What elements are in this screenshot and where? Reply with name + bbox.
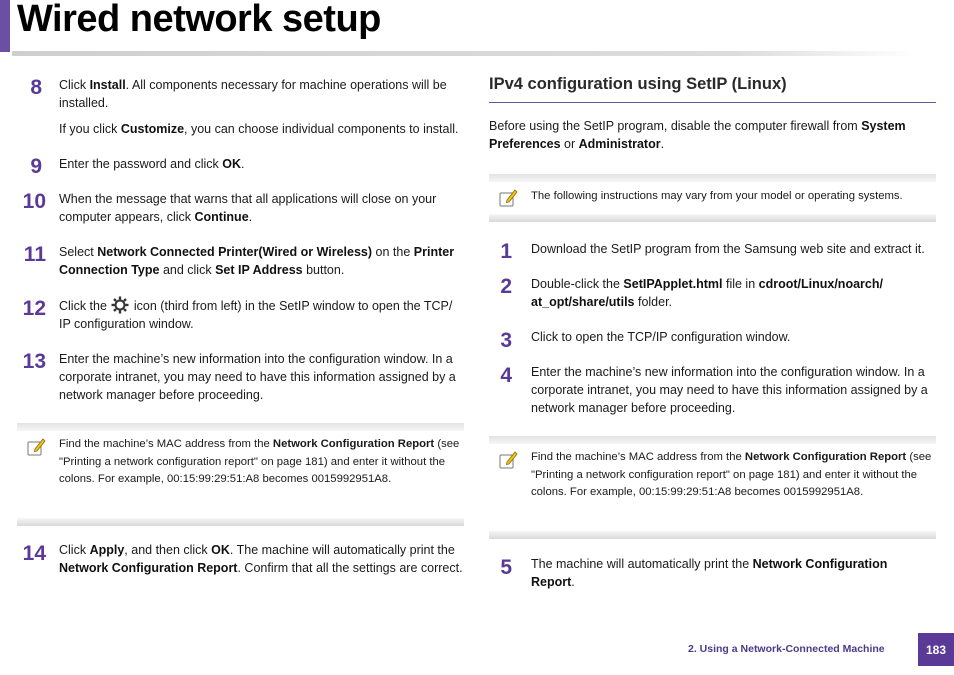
- step-number-2: 2: [500, 275, 512, 298]
- left-note-box: [17, 423, 464, 526]
- step-number-8: 8: [30, 76, 42, 99]
- step-13-text: Enter the machine’s new information into the configuration window. In a corporate intranet, you may need to have this information assigned by a network manager before proceeding.: [59, 352, 456, 403]
- right-step-1-text: Download the SetIP program from the Samsung web site and extract it.: [531, 242, 925, 256]
- gear-icon: [110, 296, 130, 314]
- step-number-13: 13: [22, 350, 46, 373]
- right-step-5-text: The machine will automatically print the Network Configuration Report.: [531, 557, 888, 590]
- left-note-text: Find the machine’s MAC address from the Network Configuration Report (see "Printing a network configuration report" on page 181) and enter it without the colons. For example, 00:15:99:29:51:A8 becomes 0015992951A8.: [59, 438, 460, 485]
- step-number-11: 11: [23, 243, 46, 266]
- page-number: 183: [918, 633, 954, 666]
- section-divider: [489, 102, 936, 103]
- pencil-note-icon: [498, 188, 518, 208]
- right-note-top: [489, 174, 936, 222]
- right-note-bottom: [489, 436, 936, 539]
- step-number-12: 12: [22, 297, 46, 320]
- step-14-text: Click Apply, and then click OK. The machine will automatically print the Network Configuration Report. Confirm that all the settings are correct.: [59, 543, 463, 576]
- note-bottom-bar: [17, 518, 464, 526]
- step-8-text: Click Install. All components necessary for machine operations will be installed.: [59, 78, 447, 111]
- note-top-bar: [489, 174, 936, 182]
- step-12-text-after: icon (third from left) in the SetIP window to open the TCP/ IP configuration window.: [59, 299, 453, 332]
- right-step-3-text: Click to open the TCP/IP configuration window.: [531, 330, 791, 344]
- right-step-4-text: Enter the machine’s new information into the configuration window. In a corporate intranet, you may need to have this information assigned by a network manager before proceeding.: [531, 365, 928, 416]
- step-9-text: Enter the password and click OK.: [59, 157, 245, 171]
- pencil-note-icon: [26, 437, 46, 457]
- right-step-2-text: Double-click the SetIPApplet.html file in cdroot/Linux/noarch/ at_opt/share/utils folder.: [531, 277, 883, 310]
- note-top-bar: [489, 436, 936, 444]
- step-12-text-before: Click the: [59, 299, 107, 313]
- step-number-3: 3: [500, 329, 512, 352]
- step-number-10: 10: [22, 190, 46, 213]
- step-number-1: 1: [500, 240, 512, 263]
- step-number-9: 9: [30, 155, 42, 178]
- right-note-bottom-text: Find the machine’s MAC address from the Network Configuration Report (see "Printing a network configuration report" on page 181) and enter it without the colons. For example, 00:15:99:29:51:A8 becomes 0015992951A8.: [531, 451, 932, 498]
- step-8-subtext: If you click Customize, you can choose individual components to install.: [59, 122, 459, 136]
- step-number-4: 4: [500, 364, 512, 387]
- step-11-text: Select Network Connected Printer(Wired or Wireless) on the Printer Connection Type and click Set IP Address button.: [59, 245, 455, 278]
- step-number-14: 14: [22, 542, 46, 565]
- note-bottom-bar: [489, 531, 936, 539]
- section-heading: IPv4 configuration using SetIP (Linux): [489, 75, 787, 93]
- step-10-text: When the message that warns that all applications will close on your computer appears, click Continue.: [59, 192, 437, 225]
- footer-chapter: 2. Using a Network-Connected Machine: [688, 643, 885, 655]
- right-note-top-text: The following instructions may vary from your model or operating systems.: [531, 190, 903, 202]
- step-number-5: 5: [500, 556, 512, 579]
- note-bottom-bar: [489, 214, 936, 222]
- pencil-note-icon: [498, 450, 518, 470]
- title-divider: [12, 51, 917, 56]
- page-title: Wired network setup: [17, 0, 381, 40]
- intro-text: Before using the SetIP program, disable the computer firewall from System Preferences or Administrator.: [489, 119, 906, 152]
- header-accent-bar: [0, 0, 10, 52]
- note-top-bar: [17, 423, 464, 431]
- step-12-text: [59, 296, 467, 333]
